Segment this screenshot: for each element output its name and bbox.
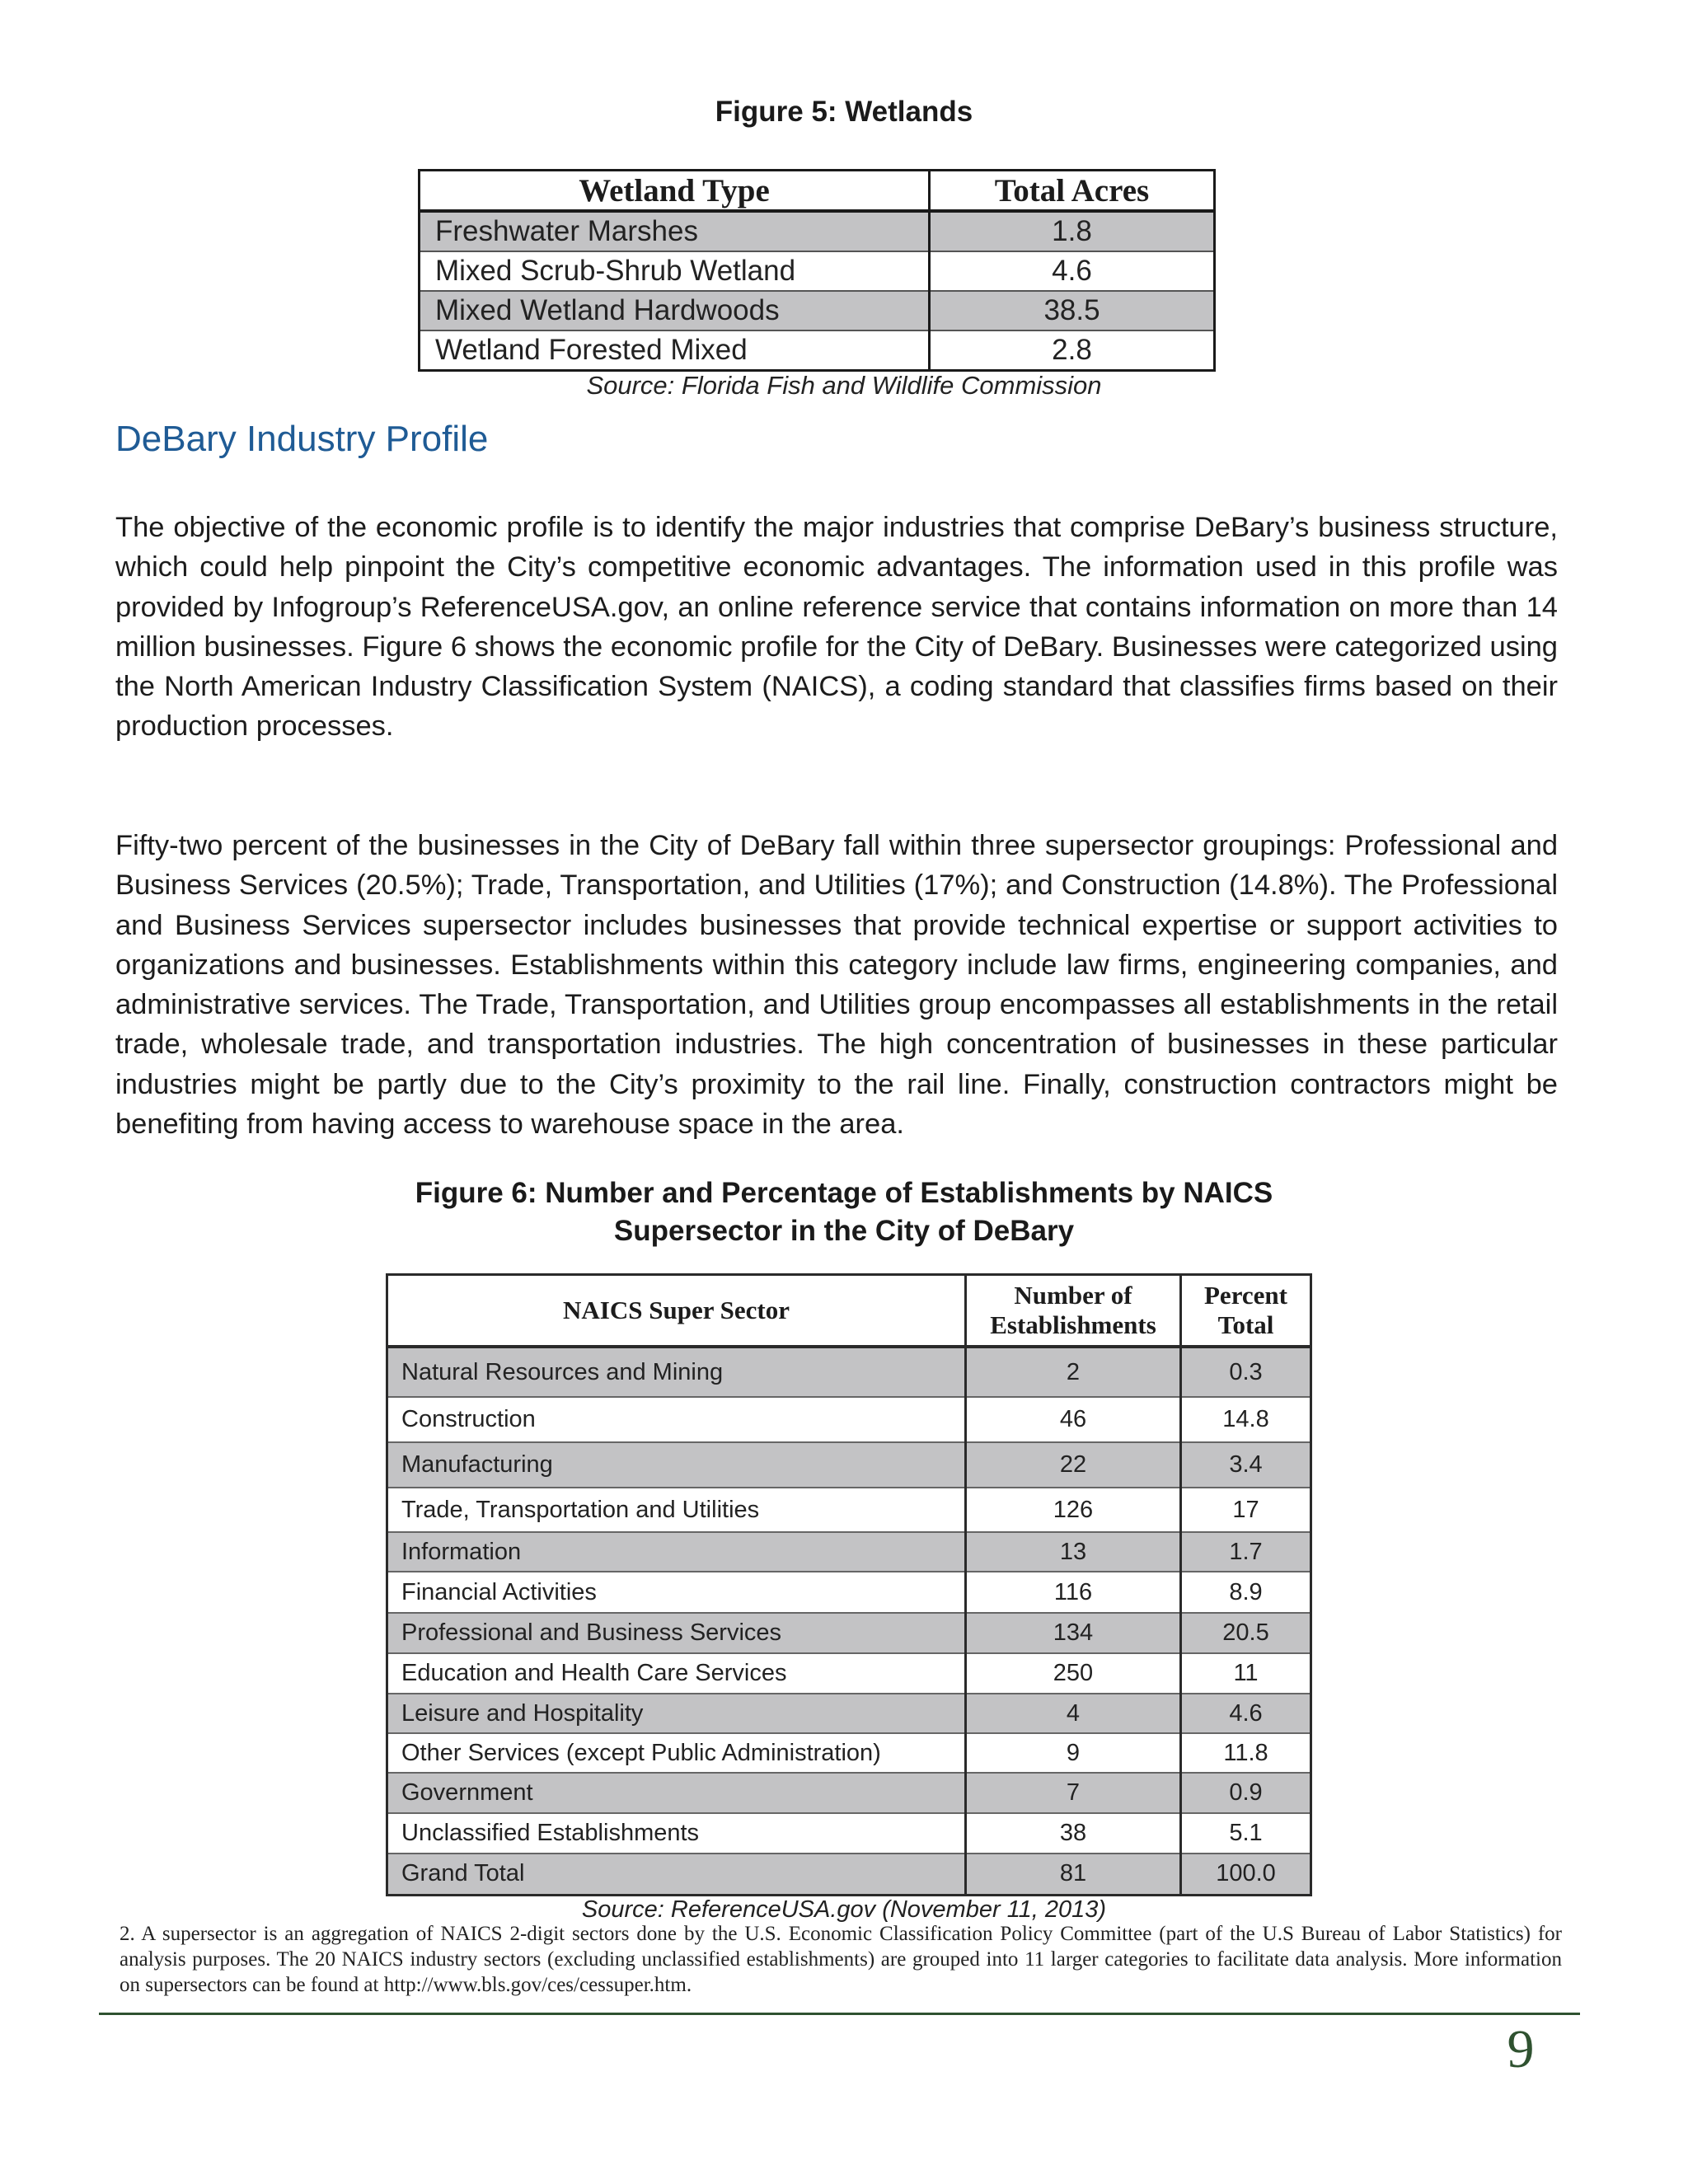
count-cell: 250 [966,1653,1181,1694]
table-row [387,1613,1311,1653]
table-row [420,251,1215,291]
sector-cell: Financial Activities [387,1572,966,1613]
naics-table [386,1273,1312,1896]
header-pct-line1: Percent [1204,1281,1287,1310]
figure6-caption-line2: Supersector in the City of DeBary [613,1215,1075,1247]
footnote: 2. A supersector is an aggregation of NAICS 2-digit sectors done by the U.S. Economic Classification Policy Committee (part of the U.S Bureau of Labor Statistics) for analysis purposes. The 20 NAICS industry sectors (excluding unclassified establishments) are grouped into 11 larger categories to facilitate data analysis. More information on supersectors can be found at http://www.bls.gov/ces/cessuper.htm. [120,1923,1562,1996]
sector-cell: Information [387,1532,966,1572]
count-cell: 126 [966,1488,1181,1532]
acres-cell: 1.8 [930,211,1215,251]
percent-cell: 17 [1181,1488,1311,1532]
table-row [387,1773,1311,1813]
figure5-source: Source: Florida Fish and Wildlife Commission [586,371,1102,400]
paragraph-supersectors: Fifty-two percent of the businesses in the City of DeBary fall within three supersector groupings: Professional and Business Services (20.5%); Trade, Transportation, and Utilities (17%); and Construction (14.8%). The Professional and Business Services supersector includes businesses that provide technical expertise or support activities to organizations and businesses. Establishments within this category include law firms, engineering companies, and administrative services. The Trade, Transportation, and Utilities group encompasses all establishments in the retail trade, wholesale trade, and transportation industries. The high concentration of businesses in these particular industries might be partly due to the City’s proximity to the rail line. Finally, construction contractors might be benefiting from having access to warehouse space in the area. [115,830,1558,1141]
page-number: 9 [1507,2019,1535,2079]
table-row [387,1813,1311,1854]
header-percent-total [1181,1275,1311,1347]
header-count-line2: Establishments [990,1310,1156,1339]
section-heading: DeBary Industry Profile [115,419,489,459]
header-total-acres: Total Acres [930,171,1215,212]
percent-cell: 8.9 [1181,1572,1311,1613]
sector-cell: Unclassified Establishments [387,1813,966,1854]
header-sector-label: NAICS Super Sector [563,1296,790,1324]
table-row [387,1488,1311,1532]
wetland-type-cell: Wetland Forested Mixed [435,334,748,366]
table-row [387,1694,1311,1733]
percent-cell: 0.3 [1181,1347,1311,1397]
wetland-type-cell: Mixed Scrub-Shrub Wetland [435,255,796,287]
table-row [387,1572,1311,1613]
count-cell: 116 [966,1572,1181,1613]
percent-cell: 5.1 [1181,1813,1311,1854]
table-row [387,1347,1311,1397]
figure5-caption: Figure 5: Wetlands [715,96,973,128]
count-cell: 13 [966,1532,1181,1572]
sector-cell: Government [387,1773,966,1813]
table-row-grand-total [387,1854,1311,1895]
sector-cell: Trade, Transportation and Utilities [387,1488,966,1532]
count-cell: 9 [966,1733,1181,1773]
paragraph-economic-profile: The objective of the economic profile is to identify the major industries that comprise DeBary’s business structure, which could help pinpoint the City’s competitive economic advantages. The information used in this profile was provided by Infogroup’s ReferenceUSA.gov, an online reference service that contains information on more than 14 million businesses. Figure 6 shows the economic profile for the City of DeBary. Businesses were categorized using the North American Industry Classification System (NAICS), a coding standard that classifies firms based on their production processes. [115,512,1558,743]
figure6-source: Source: ReferenceUSA.gov (November 11, 2013) [581,1896,1107,1923]
table-row [387,1733,1311,1773]
header-naics-super-sector [387,1275,966,1347]
header-number-of-establishments [966,1275,1181,1347]
table-header-row [420,171,1215,212]
percent-cell: 14.8 [1181,1397,1311,1442]
sector-cell: Manufacturing [387,1442,966,1488]
percent-cell: 1.7 [1181,1532,1311,1572]
table-row [387,1397,1311,1442]
table-row [387,1653,1311,1694]
footer-divider [99,2013,1580,2015]
acres-cell: 2.8 [930,330,1215,371]
count-cell: 7 [966,1773,1181,1813]
sector-cell: Natural Resources and Mining [387,1347,966,1397]
count-cell: 2 [966,1347,1181,1397]
header-pct-line2: Total [1217,1310,1274,1339]
percent-cell: 0.9 [1181,1773,1311,1813]
wetland-type-cell: Freshwater Marshes [420,211,930,251]
percent-cell: 11 [1181,1653,1311,1694]
sector-cell: Professional and Business Services [387,1613,966,1653]
count-cell: 38 [966,1813,1181,1854]
count-cell: 134 [966,1613,1181,1653]
header-count-line1: Number of [1014,1281,1132,1310]
sector-cell: Leisure and Hospitality [387,1694,966,1733]
percent-cell: 100.0 [1181,1854,1311,1895]
count-cell: 81 [966,1854,1181,1895]
percent-cell: 4.6 [1181,1694,1311,1733]
sector-cell: Construction [387,1397,966,1442]
sector-cell: Grand Total [387,1854,966,1895]
sector-cell: Other Services (except Public Administration) [387,1733,966,1773]
table-header-row [387,1275,1311,1347]
count-cell: 46 [966,1397,1181,1442]
figure6-caption-line1: Figure 6: Number and Percentage of Establishments by NAICS [415,1177,1273,1209]
table-row [420,330,1215,371]
sector-cell: Education and Health Care Services [387,1653,966,1694]
wetland-type-cell: Mixed Wetland Hardwoods [420,291,930,330]
acres-cell: 38.5 [930,291,1215,330]
table-row [420,211,1215,251]
percent-cell: 11.8 [1181,1733,1311,1773]
table-row [387,1532,1311,1572]
header-wetland-type: Wetland Type [420,171,930,212]
percent-cell: 3.4 [1181,1442,1311,1488]
table-row [387,1442,1311,1488]
count-cell: 22 [966,1442,1181,1488]
count-cell: 4 [966,1694,1181,1733]
percent-cell: 20.5 [1181,1613,1311,1653]
table-row [420,291,1215,330]
wetland-table [418,169,1216,372]
acres-cell: 4.6 [930,251,1215,291]
